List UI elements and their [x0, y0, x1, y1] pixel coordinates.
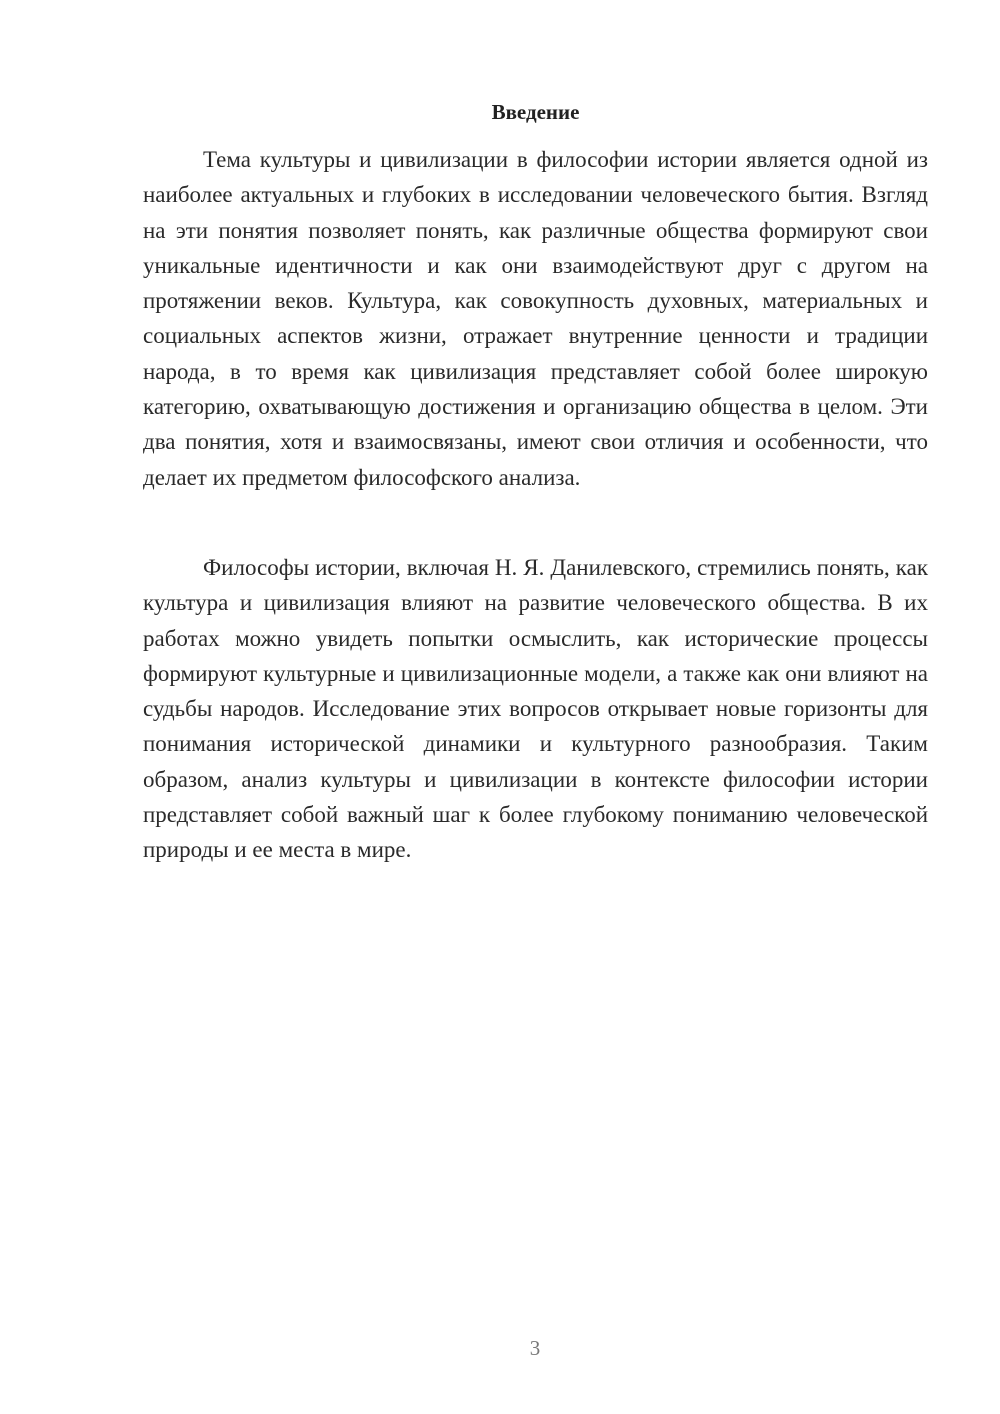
page-number: 3	[529, 1336, 541, 1360]
paragraph-2: Философы истории, включая Н. Я. Данилевского, стремились понять, как культура и цивилизация влияют на развитие человеческого общества. В их работах можно увидеть попытки осмыслить, как исторические процессы формируют культурные и цивилизационные модели, а также как они влияют на судьбы народов. Исследование этих вопросов открывает новые горизонты для понимания исторической динамики и культурного разнообразия. Таким образом, анализ культуры и цивилизации в контексте философии истории представляет собой важный шаг к более глубокому пониманию человеческой природы и ее места в мире.	[143, 555, 928, 863]
section-heading: Введение	[491, 100, 580, 124]
paragraph-1: Тема культуры и цивилизации в философии истории является одной из наиболее актуальных и глубоких в исследовании человеческого бытия. Взгляд на эти понятия позволяет понять, как различные общества формируют свои уникальные идентичности и как они взаимодействуют друг с другом на протяжении веков. Культура, как совокупность духовных, материальных и социальных аспектов жизни, отражает внутренние ценности и традиции народа, в то время как цивилизация представляет собой более широкую категорию, охватывающую достижения и организацию общества в целом. Эти два понятия, хотя и взаимосвязаны, имеют свои отличия и особенности, что делает их предметом философского анализа.	[143, 147, 928, 490]
